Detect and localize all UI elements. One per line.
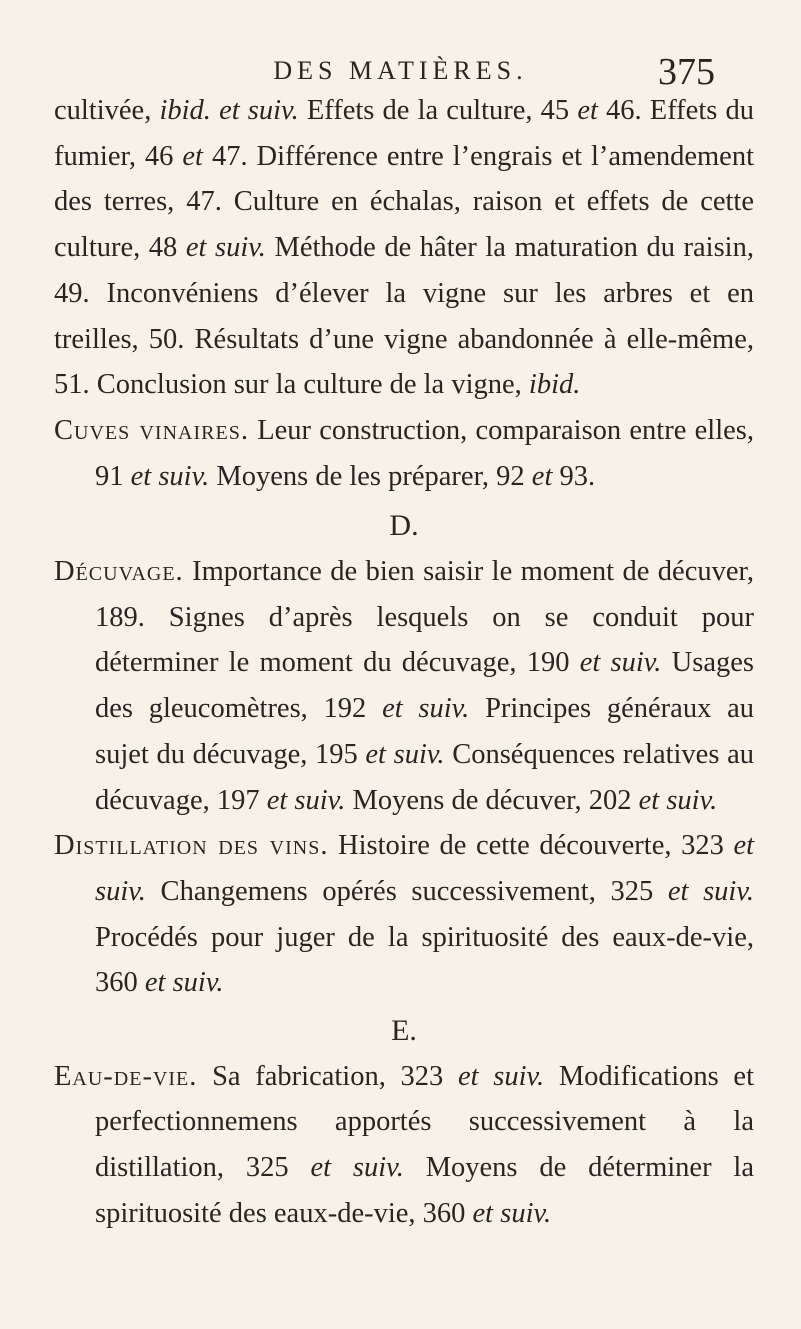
index-entry-cuves: Cuves vinaires. Leur construction, comparaison entre elles, 91 et suiv. Moyens de les préparer, 92 et 93. <box>54 414 754 492</box>
section-letter-d: D. <box>389 509 419 543</box>
index-text <box>54 88 754 1237</box>
section-letter-e: E. <box>391 1014 417 1048</box>
running-title: DES MATIÈRES. <box>273 56 528 85</box>
index-entry-distillation: Distillation des vins. Histoire de cette découverte, 323 et suiv. Changemens opérés successivement, 325 et suiv. Procédés pour juger de la spirituosité des eaux-de-vie, 360 et suiv. <box>54 830 755 999</box>
index-entry-decuvage: Décuvage. Importance de bien saisir le moment de décuver, 189. Signes d’après lesquels on se conduit pour déterminer le moment du décuvage, 190 et suiv. Usages des gleucomètres, 192 et suiv. Principes généraux au sujet du décuvage, 195 et suiv. Conséquences relatives au décuvage, 197 et suiv. Moyens de décuver, 202 et suiv. <box>54 556 754 816</box>
page-number: 375 <box>658 51 715 93</box>
index-entry-continuation: cultivée, ibid. et suiv. Effets de la culture, 45 et 46. Effets du fumier, 46 et 47. Différence entre l’engrais et l’amendement des terres, 47. Culture en échalas, raison et effets de cette culture, 48 et suiv. Méthode de hâter la maturation du raisin, 49. Inconvéniens d’élever la vigne sur les arbres et en treilles, 50. Résultats d’une vigne abandonnée à elle-même, 51. Conclusion sur la culture de la vigne, ibid. <box>54 95 754 401</box>
index-entry-eau-de-vie: Eau-de-vie. Sa fabrication, 323 et suiv. Modifications et perfectionnemens apportés successivement à la distillation, 325 et suiv. Moyens de déterminer la spirituosité des eaux-de-vie, 360 et suiv. <box>54 1060 754 1229</box>
